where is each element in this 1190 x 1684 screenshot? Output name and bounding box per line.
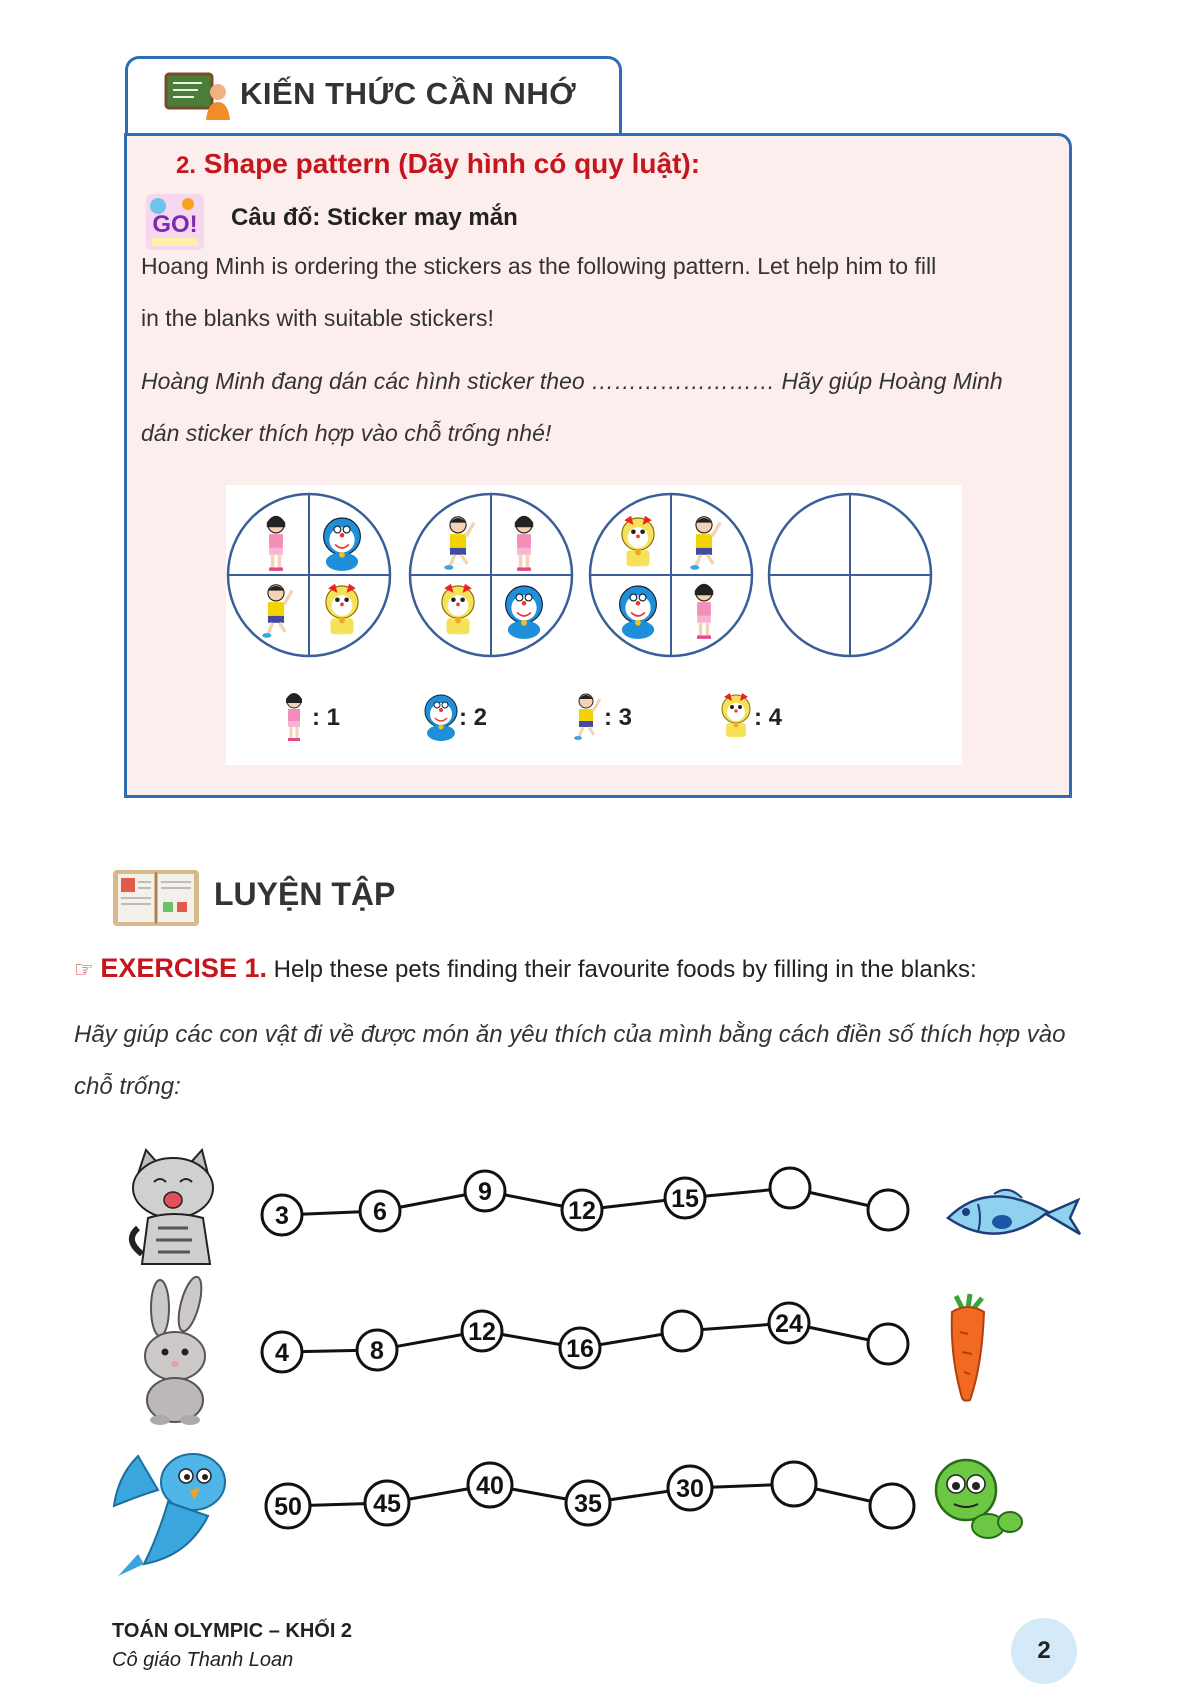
header-title: KIẾN THỨC CẦN NHỚ [240, 76, 577, 111]
number-node [266, 1484, 310, 1528]
number-chain [145, 1275, 984, 1425]
dorami-sticker-icon [722, 693, 750, 737]
sticker-circle [228, 494, 390, 656]
legend-label: : 3 [604, 704, 633, 731]
number-node [562, 1190, 602, 1230]
number-node [668, 1466, 712, 1510]
section-number: 2. [176, 152, 197, 179]
sticker-pattern-panel [226, 485, 962, 765]
section-title-text: Shape pattern (Dãy hình có quy luật): [203, 148, 701, 179]
dorami-sticker-icon [326, 584, 358, 635]
node-number: 16 [566, 1335, 594, 1363]
rabbit-icon [145, 1275, 206, 1425]
blank-node[interactable] [772, 1462, 816, 1506]
doraemon-sticker-icon [425, 695, 457, 741]
sticker-circle [410, 494, 572, 656]
number-node [468, 1463, 512, 1507]
teacher-board-icon [164, 70, 232, 127]
node-number: 12 [468, 1318, 496, 1346]
svg-text:GO!: GO! [152, 211, 198, 238]
sticker-circle [769, 494, 931, 656]
blank-quadrant[interactable] [863, 521, 903, 561]
blank-node[interactable] [662, 1311, 702, 1351]
legend-item [574, 694, 632, 740]
doraemon-sticker-icon [506, 586, 543, 639]
node-number: 30 [676, 1475, 704, 1503]
riddle-title: Câu đố: Sticker may mắn [231, 204, 518, 231]
blank-quadrant[interactable] [797, 589, 837, 629]
english-instruction-line1: Hoang Minh is ordering the stickers as the following pattern. Let help him to fill [141, 253, 937, 279]
practice-title: LUYỆN TẬP [214, 876, 396, 912]
number-chains [0, 1120, 1190, 1600]
number-node [360, 1191, 400, 1231]
legend-label: : 4 [754, 704, 783, 731]
node-number: 8 [370, 1337, 384, 1365]
node-number: 6 [373, 1198, 387, 1226]
bird-icon [114, 1454, 225, 1576]
blank-quadrant[interactable] [863, 589, 903, 629]
node-number: 9 [478, 1178, 492, 1206]
exercise-figure [0, 1120, 1190, 1605]
node-number: 12 [568, 1197, 596, 1225]
pointing-hand-icon: ☞ [74, 957, 94, 982]
node-number: 4 [275, 1339, 289, 1367]
legend-item [425, 695, 487, 741]
node-number: 35 [574, 1490, 602, 1518]
node-number: 15 [671, 1185, 699, 1213]
blank-node[interactable] [868, 1324, 908, 1364]
exercise-vi-line1: Hãy giúp các con vật đi về được món ăn yêu thích của mình bằng cách điền số thích hợp vào [74, 1021, 1066, 1048]
sticker-pattern-figure [226, 485, 962, 765]
blank-node[interactable] [870, 1484, 914, 1528]
number-chain [132, 1150, 1080, 1264]
node-number: 24 [775, 1310, 803, 1338]
vietnamese-instruction-line2: dán sticker thích hợp vào chỗ trống nhé! [141, 420, 552, 446]
book-icon [111, 866, 201, 935]
number-node [262, 1332, 302, 1372]
fish-icon [948, 1190, 1080, 1234]
node-number: 50 [274, 1493, 302, 1521]
number-node [357, 1330, 397, 1370]
number-node [560, 1328, 600, 1368]
sticker-circle [590, 494, 752, 656]
number-node [465, 1171, 505, 1211]
number-node [365, 1481, 409, 1525]
node-number: 45 [373, 1490, 401, 1518]
go-badge-icon [144, 192, 206, 257]
exercise-heading [74, 953, 977, 984]
number-node [462, 1311, 502, 1351]
dorami-sticker-icon [442, 584, 474, 635]
girl-sticker-icon [286, 693, 302, 741]
exercise-label: EXERCISE 1. [100, 953, 267, 983]
worm-icon [936, 1460, 1022, 1538]
english-instruction-line2: in the blanks with suitable stickers! [141, 305, 494, 331]
number-node [665, 1178, 705, 1218]
blank-node[interactable] [770, 1168, 810, 1208]
blank-quadrant[interactable] [797, 521, 837, 561]
footer-teacher: Cô giáo Thanh Loan [112, 1649, 294, 1671]
vietnamese-instruction-line1: Hoàng Minh đang dán các hình sticker theo …………………… Hãy giúp Hoàng Minh [141, 368, 1003, 394]
number-node [262, 1195, 302, 1235]
blank-node[interactable] [868, 1190, 908, 1230]
footer-course: TOÁN OLYMPIC – KHỐI 2 [112, 1620, 353, 1642]
number-node [769, 1303, 809, 1343]
exercise-vi-line2: chỗ trống: [74, 1073, 181, 1100]
legend-label: : 1 [312, 704, 341, 731]
dorami-sticker-icon [622, 516, 654, 567]
legend-item [286, 693, 340, 741]
legend-label: : 2 [459, 704, 488, 731]
doraemon-sticker-icon [620, 586, 657, 639]
cat-icon [132, 1150, 213, 1264]
exercise-text: Help these pets finding their favourite foods by filling in the blanks: [266, 956, 977, 983]
doraemon-sticker-icon [324, 518, 361, 571]
page-number: 2 [1011, 1618, 1077, 1684]
node-number: 3 [275, 1202, 289, 1230]
legend-item [722, 693, 783, 737]
boy-sticker-icon [574, 694, 600, 740]
number-node [566, 1481, 610, 1525]
number-chain [114, 1454, 1022, 1576]
section-title [176, 148, 700, 180]
carrot-icon [952, 1294, 984, 1401]
node-number: 40 [476, 1472, 504, 1500]
